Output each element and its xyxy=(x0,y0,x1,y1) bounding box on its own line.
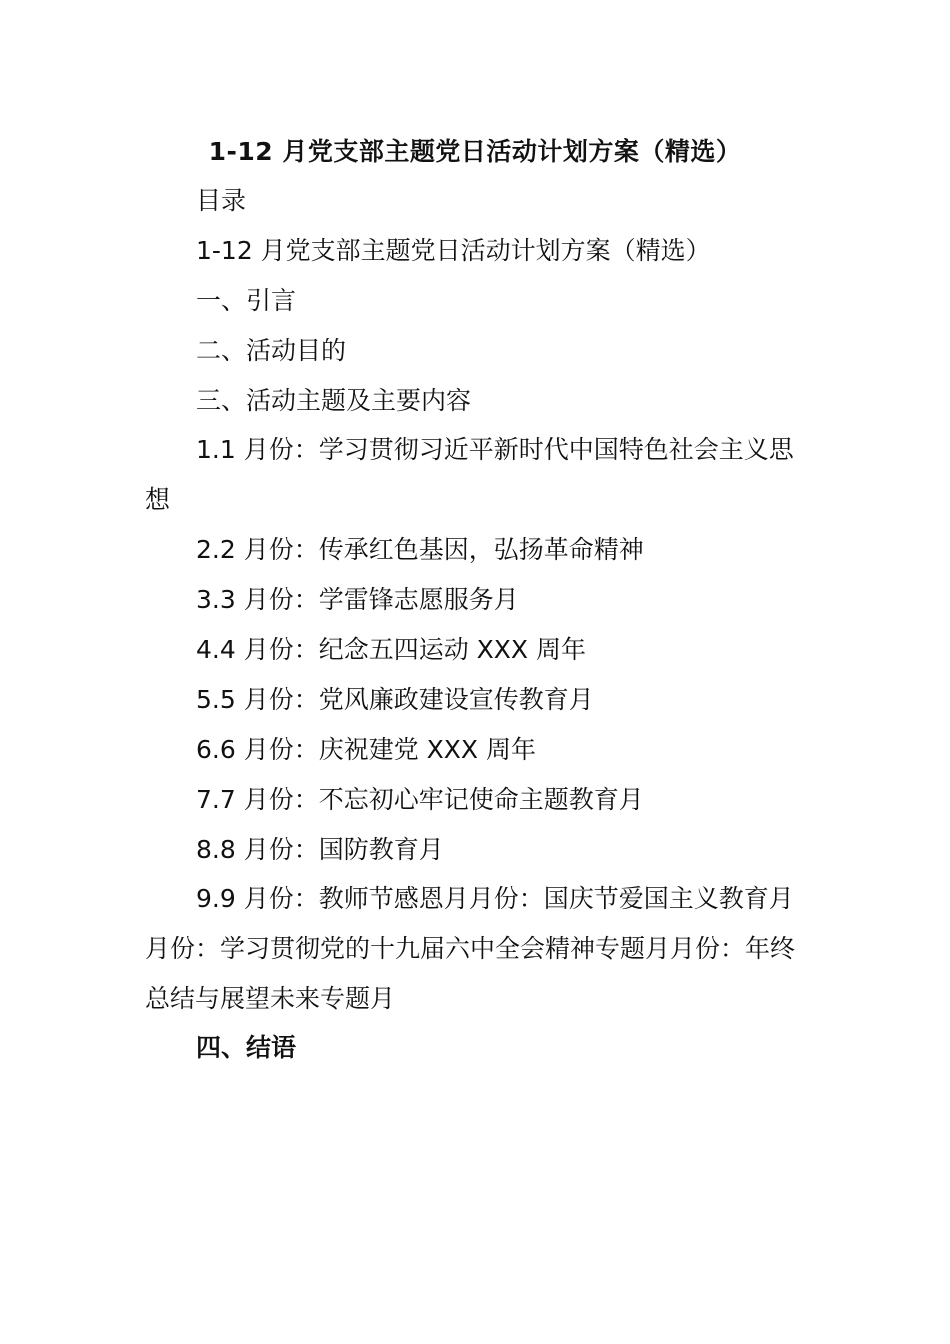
month-item-6: 6.6 月份：庆祝建党 XXX 周年 xyxy=(196,735,536,764)
section-conclusion: 四、结语 xyxy=(196,1033,297,1062)
section-themes: 三、活动主题及主要内容 xyxy=(196,386,472,415)
toc-heading: 目录 xyxy=(196,186,247,215)
month-item-3: 3.3 月份：学雷锋志愿服务月 xyxy=(196,585,519,614)
month-item-2: 2.2 月份：传承红色基因，弘扬革命精神 xyxy=(196,535,644,564)
document-title: 1-12 月党支部主题党日活动计划方案（精选） xyxy=(208,137,742,166)
month-item-7: 7.7 月份：不忘初心牢记使命主题教育月 xyxy=(196,785,644,814)
month-item-4: 4.4 月份：纪念五四运动 XXX 周年 xyxy=(196,635,586,664)
toc-title: 1-12 月党支部主题党日活动计划方案（精选） xyxy=(196,236,711,265)
month-item-9: 9.9 月份：教师节感恩月月份：国庆节爱国主义教育月月份：学习贯彻党的十九届六中全会精神专题月月份：年终总结与展望未来专题月 xyxy=(145,884,796,1013)
month-item-5: 5.5 月份：党风廉政建设宣传教育月 xyxy=(196,685,594,714)
section-intro: 一、引言 xyxy=(196,286,297,315)
section-purpose: 二、活动目的 xyxy=(196,336,347,365)
month-item-8: 8.8 月份：国防教育月 xyxy=(196,835,444,864)
month-item-1: 1.1 月份：学习贯彻习近平新时代中国特色社会主义思想 xyxy=(145,435,794,514)
